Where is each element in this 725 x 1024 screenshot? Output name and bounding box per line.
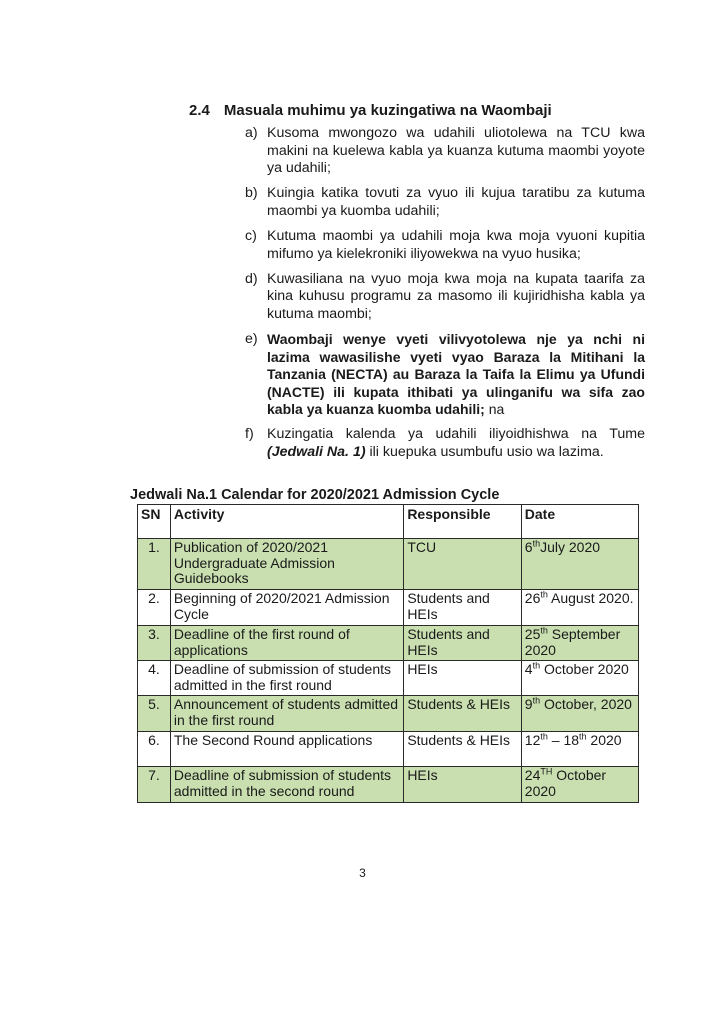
table-caption: Jedwali Na.1 Calendar for 2020/2021 Admission Cycle <box>130 487 500 503</box>
cell-responsible: HEIs <box>404 661 521 696</box>
item-marker: c) <box>245 227 257 244</box>
date-day: 12 <box>524 732 541 748</box>
date-rest: October 2020 <box>540 661 629 677</box>
item-marker: a) <box>245 125 258 141</box>
cell-responsible: Students and HEIs <box>404 626 521 661</box>
cell-activity: Announcement of students admitted in the first round <box>170 696 403 732</box>
header-responsible: Responsible <box>404 505 521 539</box>
cell-responsible: Students & HEIs <box>404 696 521 732</box>
cell-sn: 4. <box>138 661 171 696</box>
section-heading <box>189 102 552 119</box>
list-item-b <box>245 185 645 220</box>
date-suffix: th <box>579 731 587 742</box>
header-date: Date <box>521 505 638 539</box>
cell-date <box>521 590 638 626</box>
cell-sn: 5. <box>138 696 171 732</box>
date-rest: October, 2020 <box>540 696 632 712</box>
date-day: 24 <box>524 767 541 783</box>
date-day: 4 <box>524 661 533 677</box>
item-marker: b) <box>245 185 258 202</box>
table-row <box>138 696 639 732</box>
list-item-c <box>245 228 645 263</box>
date-day: 25 <box>524 626 541 642</box>
date-rest: September 2020 <box>524 626 621 658</box>
date-suffix: th <box>540 731 548 742</box>
date-suffix: th <box>540 625 548 636</box>
item-emphasis: (Jedwali Na. 1) <box>267 444 366 460</box>
list-item-e <box>245 331 645 419</box>
date-range: – 18 <box>547 732 580 748</box>
admission-calendar-table <box>137 504 639 803</box>
item-text-before: Kuzingatia kalenda ya udahili iliyoidhishwa na Tume <box>267 426 645 443</box>
item-marker: f) <box>245 426 254 443</box>
table-row <box>138 539 639 590</box>
requirements-list <box>245 125 645 469</box>
section-number: 2.4 <box>189 102 210 119</box>
cell-sn: 1. <box>138 539 171 590</box>
cell-activity: The Second Round applications <box>170 732 403 767</box>
cell-date <box>521 539 638 590</box>
list-item-f <box>245 426 645 461</box>
item-text-bold: Waombaji wenye vyeti vilivyotolewa nje ya nchi ni lazima wawasilishe vyeti vyao Baraza la Mitihani la Tanzania (NECTA) au Baraza la Taifa la Elimu ya Ufundi (NACTE) ili kupata ithibati ya ulinganifu wa sifa zao kabla ya kuanza kuomba udahili; <box>267 330 645 418</box>
cell-activity: Deadline of submission of students admitted in the second round <box>170 767 403 803</box>
cell-responsible: TCU <box>404 539 521 590</box>
cell-date <box>521 732 638 767</box>
table-row <box>138 590 639 626</box>
cell-activity: Publication of 2020/2021 Undergraduate Admission Guidebooks <box>170 539 403 590</box>
item-marker: e) <box>245 330 258 347</box>
date-rest: July 2020 <box>540 539 601 555</box>
item-text: Kuingia katika tovuti za vyuo ili kujua taratibu za kutuma maombi ya kuomba udahili; <box>267 185 645 219</box>
list-item-d <box>245 271 645 324</box>
date-suffix: th <box>532 538 541 549</box>
item-marker: d) <box>245 270 258 287</box>
page-number: 3 <box>359 866 366 880</box>
cell-activity: Deadline of submission of students admitted in the first round <box>170 661 403 696</box>
cell-sn: 6. <box>138 732 171 767</box>
item-text <box>267 331 645 419</box>
cell-date <box>521 661 638 696</box>
list-item-a <box>245 125 645 178</box>
cell-responsible: Students & HEIs <box>404 732 521 767</box>
table-header-row <box>138 505 639 539</box>
date-day: 26 <box>524 590 541 606</box>
cell-activity: Deadline of the first round of applications <box>170 626 403 661</box>
section-title: Masuala muhimu ya kuzingatiwa na Waombaji <box>223 102 552 119</box>
date-suffix: th <box>532 695 541 706</box>
cell-sn: 2. <box>138 590 171 626</box>
cell-responsible: HEIs <box>404 767 521 803</box>
item-suffix: na <box>484 401 505 418</box>
date-rest: October 2020 <box>524 767 607 799</box>
item-text: Kusoma mwongozo wa udahili uliotolewa na TCU kwa makini na kuelewa kabla ya kuanza kutuma maombi yoyote ya udahili; <box>267 125 645 177</box>
table-row <box>138 732 639 767</box>
table-row <box>138 767 639 803</box>
header-sn: SN <box>138 505 171 539</box>
cell-sn: 3. <box>138 626 171 661</box>
date-day: 9 <box>524 696 533 712</box>
cell-responsible: Students and HEIs <box>404 590 521 626</box>
item-text-after: ili kuepuka usumbufu usio wa lazima. <box>365 444 604 460</box>
header-activity: Activity <box>170 505 403 539</box>
cell-date <box>521 626 638 661</box>
cell-activity: Beginning of 2020/2021 Admission Cycle <box>170 590 403 626</box>
date-rest: 2020 <box>586 732 622 748</box>
table-row <box>138 626 639 661</box>
date-suffix: th <box>540 589 548 600</box>
item-text: Kutuma maombi ya udahili moja kwa moja vyuoni kupitia mifumo ya kielekroniki iliyowekwa na vyuo husika; <box>267 227 645 262</box>
cell-date <box>521 696 638 732</box>
date-suffix: th <box>532 660 541 671</box>
cell-sn: 7. <box>138 767 171 803</box>
table-row <box>138 661 639 696</box>
item-text: Kuwasiliana na vyuo moja kwa moja na kupata taarifa za kina kuhusu programu za masomo ili kujiridhisha kabla ya kutuma maombi; <box>267 270 645 322</box>
date-suffix: TH <box>540 766 553 777</box>
item-text <box>267 426 645 461</box>
cell-date <box>521 767 638 803</box>
date-day: 6 <box>524 539 533 555</box>
date-rest: August 2020. <box>547 590 634 606</box>
